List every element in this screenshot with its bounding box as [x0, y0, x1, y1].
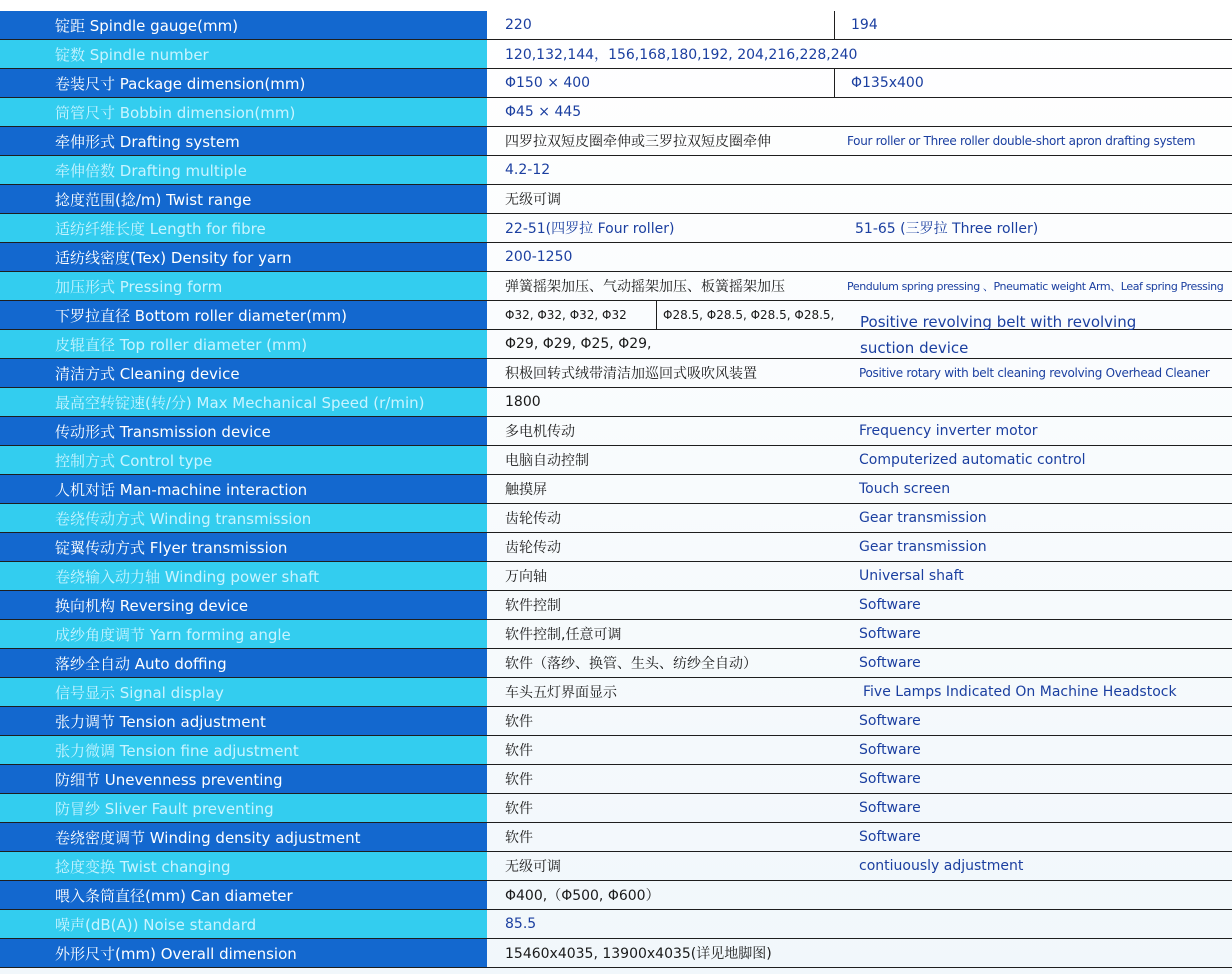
row-label: 适纺纤维长度 Length for fibre	[0, 214, 487, 242]
row-value: 200-1250	[505, 249, 573, 265]
row-value: Φ29, Φ29, Φ25, Φ29,	[505, 336, 652, 352]
row-value-zh: 齿轮传动	[505, 540, 561, 556]
table-row	[0, 852, 1232, 881]
belt-note-line1: Positive revolving belt with revolving	[860, 313, 1137, 331]
row-value: 15460x4035, 13900x4035(详见地脚图)	[505, 946, 772, 962]
row-label: 最高空转锭速(转/分) Max Mechanical Speed (r/min)	[0, 388, 487, 416]
row-label: 外形尺寸(mm) Overall dimension	[0, 939, 487, 967]
row-label: 信号显示 Signal display	[0, 678, 487, 706]
row-label: 人机对话 Man-machine interaction	[0, 475, 487, 503]
row-value: Φ400,（Φ500, Φ600）	[505, 888, 660, 904]
row-value-en: Gear transmission	[859, 539, 987, 555]
row-label: 喂入条筒直径(mm) Can diameter	[0, 881, 487, 909]
row-label: 卷绕传动方式 Winding transmission	[0, 504, 487, 532]
row-value-back: Φ28.5, Φ28.5, Φ28.5, Φ28.5,	[663, 308, 835, 322]
row-value: 85.5	[505, 916, 537, 932]
table-row	[0, 533, 1232, 562]
table-row	[0, 127, 1232, 156]
table-row	[0, 591, 1232, 620]
table-row	[0, 562, 1232, 591]
row-label: 卷装尺寸 Package dimension(mm)	[0, 69, 487, 97]
row-label: 筒管尺寸 Bobbin dimension(mm)	[0, 98, 487, 126]
row-value-en: Pendulum spring pressing 、Pneumatic weight Arm、Leaf spring Pressing	[847, 280, 1224, 293]
table-row	[0, 910, 1232, 939]
table-row	[0, 214, 1232, 243]
row-label: 落纱全自动 Auto doffing	[0, 649, 487, 677]
row-label: 防冒纱 Sliver Fault preventing	[0, 794, 487, 822]
row-value-zh: 万向轴	[505, 569, 547, 585]
row-value-en: Software	[859, 713, 921, 729]
row-value-en: 51-65 (三罗拉 Three roller)	[855, 221, 1039, 237]
row-label: 锭距 Spindle gauge(mm)	[0, 11, 487, 39]
table-row	[0, 243, 1232, 272]
row-value: 194	[851, 17, 878, 33]
row-value: 4.2-12	[505, 162, 551, 178]
row-label: 卷绕输入动力轴 Winding power shaft	[0, 562, 487, 590]
table-row	[0, 794, 1232, 823]
cleaning-belt-note	[860, 309, 1136, 361]
table-row	[0, 504, 1232, 533]
row-value-en: Software	[859, 771, 921, 787]
row-value-zh: 积极回转式绒带清洁加巡回式吸吹风装置	[505, 366, 757, 382]
table-row	[0, 185, 1232, 214]
row-label: 捻度变换 Twist changing	[0, 852, 487, 880]
row-value-zh: 软件（落纱、换管、生头、纺纱全自动）	[505, 656, 757, 672]
row-value: Φ150 × 400	[487, 69, 835, 97]
row-value: 无级可调	[505, 192, 561, 208]
table-row	[0, 649, 1232, 678]
row-value: 1800	[505, 394, 541, 410]
row-value-en: contiuously adjustment	[859, 858, 1024, 874]
row-value-en: Software	[859, 800, 921, 816]
row-value-zh: 软件	[505, 772, 533, 788]
row-value: Φ45 × 445	[505, 104, 582, 120]
row-value-en: Software	[859, 742, 921, 758]
row-value-en: Software	[859, 655, 921, 671]
row-value-en: Four roller or Three roller double-short apron drafting system	[847, 134, 1196, 148]
row-label: 捻度范围(捻/m) Twist range	[0, 185, 487, 213]
table-row	[0, 475, 1232, 504]
row-value-front: Φ32, Φ32, Φ32, Φ32	[487, 301, 657, 329]
row-label: 传动形式 Transmission device	[0, 417, 487, 445]
table-row	[0, 823, 1232, 852]
table-row	[0, 156, 1232, 185]
row-value-en: Universal shaft	[859, 568, 964, 584]
table-row	[0, 69, 1232, 98]
table-row	[0, 98, 1232, 127]
row-value: 120,132,144，156,168,180,192, 204,216,228,240	[505, 47, 858, 63]
table-row	[0, 765, 1232, 794]
row-value-zh: 软件	[505, 801, 533, 817]
row-label: 牵伸形式 Drafting system	[0, 127, 487, 155]
table-row	[0, 678, 1232, 707]
table-row	[0, 417, 1232, 446]
row-value-zh: 软件控制	[505, 598, 561, 614]
row-value: Φ135x400	[851, 75, 924, 91]
row-value-zh: 弹簧摇架加压、气动摇架加压、板簧摇架加压	[505, 279, 785, 295]
row-value-en: Software	[859, 626, 921, 642]
table-row	[0, 272, 1232, 301]
table-row	[0, 388, 1232, 417]
table-row	[0, 736, 1232, 765]
row-label: 噪声(dB(A)) Noise standard	[0, 910, 487, 938]
row-label: 张力调节 Tension adjustment	[0, 707, 487, 735]
row-value-zh: 触摸屏	[505, 482, 547, 498]
row-value-zh: 软件控制,任意可调	[505, 627, 622, 643]
table-row	[0, 11, 1232, 40]
row-value-en: Gear transmission	[859, 510, 987, 526]
row-label: 卷绕密度调节 Winding density adjustment	[0, 823, 487, 851]
row-value-zh: 电脑自动控制	[505, 453, 589, 469]
row-value-en: Software	[859, 597, 921, 613]
row-label: 防细节 Unevenness preventing	[0, 765, 487, 793]
row-value-zh: 软件	[505, 743, 533, 759]
belt-note-line2: suction device	[860, 339, 969, 357]
row-value-zh: 齿轮传动	[505, 511, 561, 527]
row-value-en: Positive rotary with belt cleaning revolving Overhead Cleaner	[859, 366, 1210, 380]
row-label: 下罗拉直径 Bottom roller diameter(mm)	[0, 301, 487, 329]
row-value-en: Touch screen	[859, 481, 951, 497]
table-row	[0, 359, 1232, 388]
row-label: 加压形式 Pressing form	[0, 272, 487, 300]
row-value-en: Five Lamps Indicated On Machine Headstock	[863, 684, 1177, 700]
row-label: 张力微调 Tension fine adjustment	[0, 736, 487, 764]
row-label: 换向机构 Reversing device	[0, 591, 487, 619]
row-value-zh: 22-51(四罗拉 Four roller)	[505, 221, 675, 237]
table-row	[0, 881, 1232, 910]
row-value-zh: 多电机传动	[505, 424, 575, 440]
row-value-zh: 四罗拉双短皮圈牵伸或三罗拉双短皮圈牵伸	[505, 134, 771, 150]
row-value-zh: 车头五灯界面显示	[505, 685, 617, 701]
row-value-en: Computerized automatic control	[859, 452, 1086, 468]
row-label: 控制方式 Control type	[0, 446, 487, 474]
table-row	[0, 40, 1232, 69]
row-label: 适纺线密度(Tex) Density for yarn	[0, 243, 487, 271]
row-value-zh: 无级可调	[505, 859, 561, 875]
row-value-en: Software	[859, 829, 921, 845]
table-row	[0, 620, 1232, 649]
table-row	[0, 939, 1232, 968]
row-label: 牵伸倍数 Drafting multiple	[0, 156, 487, 184]
table-row	[0, 446, 1232, 475]
table-row	[0, 707, 1232, 736]
row-value: 220	[487, 11, 835, 39]
row-label: 清洁方式 Cleaning device	[0, 359, 487, 387]
row-value-zh: 软件	[505, 714, 533, 730]
row-value-en: Frequency inverter motor	[859, 423, 1038, 439]
row-label: 锭数 Spindle number	[0, 40, 487, 68]
row-label: 锭翼传动方式 Flyer transmission	[0, 533, 487, 561]
row-label: 皮辊直径 Top roller diameter (mm)	[0, 330, 487, 358]
row-label: 成纱角度调节 Yarn forming angle	[0, 620, 487, 648]
row-value-zh: 软件	[505, 830, 533, 846]
